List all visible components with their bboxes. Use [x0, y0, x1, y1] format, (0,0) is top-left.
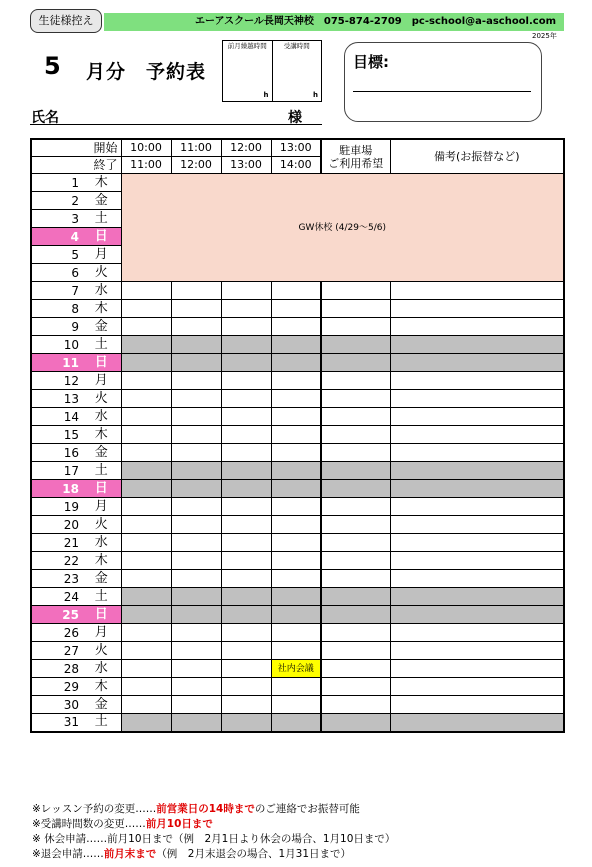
table-row	[31, 696, 564, 714]
day-number: 15	[31, 426, 82, 444]
slot-cell[interactable]	[221, 426, 271, 444]
name-label: 氏名	[31, 110, 59, 126]
parking-cell[interactable]	[321, 300, 390, 318]
slot-cell[interactable]	[171, 660, 221, 678]
parking-cell[interactable]	[321, 426, 390, 444]
parking-cell[interactable]	[321, 696, 390, 714]
slot-cell[interactable]	[171, 696, 221, 714]
remarks-cell[interactable]	[390, 444, 564, 462]
slot-cell[interactable]	[271, 300, 321, 318]
slot-cell[interactable]	[271, 624, 321, 642]
day-number: 22	[31, 552, 82, 570]
weekday: 日	[82, 480, 121, 498]
day-number: 18	[31, 480, 82, 498]
weekday: 木	[82, 300, 121, 318]
parking-cell[interactable]	[321, 282, 390, 300]
slot-cell	[271, 480, 321, 498]
course-hours-field[interactable]	[272, 41, 322, 101]
note-suspension: ※ 休会申請……前月10日まで（例 2月1日より休会の場合、1月10日まで）	[32, 833, 396, 845]
parking-cell	[321, 354, 390, 372]
table-row	[31, 588, 564, 606]
table-row	[31, 174, 564, 192]
slot-cell[interactable]	[271, 534, 321, 552]
remarks-cell[interactable]	[390, 498, 564, 516]
slot-cell[interactable]	[271, 390, 321, 408]
weekday: 水	[82, 408, 121, 426]
school-info-bar: エーアスクール長岡天神校 075-874-2709 pc-school@a-aschool.com	[104, 13, 564, 31]
table-row	[31, 336, 564, 354]
schedule-table	[30, 138, 565, 733]
slot-cell[interactable]	[271, 552, 321, 570]
slot-cell[interactable]	[221, 534, 271, 552]
parking-cell[interactable]	[321, 660, 390, 678]
day-number: 11	[31, 354, 82, 372]
parking-cell[interactable]	[321, 372, 390, 390]
slot-cell[interactable]	[121, 642, 171, 660]
goal-box[interactable]	[344, 42, 542, 122]
slot-cell	[271, 462, 321, 480]
slot-end: 14:00	[271, 157, 321, 174]
slot-cell	[171, 336, 221, 354]
remarks-cell[interactable]	[390, 678, 564, 696]
notes	[32, 802, 395, 862]
slot-cell[interactable]	[221, 660, 271, 678]
table-row	[31, 498, 564, 516]
slot-start: 11:00	[171, 139, 221, 157]
slot-cell	[221, 588, 271, 606]
weekday: 金	[82, 192, 121, 210]
day-number: 17	[31, 462, 82, 480]
slot-cell[interactable]	[271, 516, 321, 534]
slot-cell[interactable]	[171, 300, 221, 318]
remarks-cell[interactable]	[390, 516, 564, 534]
weekday: 土	[82, 462, 121, 480]
remarks-cell	[390, 336, 564, 354]
slot-cell[interactable]	[121, 552, 171, 570]
slot-cell[interactable]	[171, 426, 221, 444]
table-row	[31, 390, 564, 408]
slot-cell[interactable]	[271, 498, 321, 516]
weekday: 月	[82, 498, 121, 516]
table-row	[31, 408, 564, 426]
slot-cell[interactable]	[271, 444, 321, 462]
parking-cell[interactable]	[321, 642, 390, 660]
table-row	[31, 354, 564, 372]
slot-cell[interactable]	[121, 426, 171, 444]
slot-cell	[121, 714, 171, 732]
parking-cell[interactable]	[321, 570, 390, 588]
weekday: 土	[82, 714, 121, 732]
holiday-block: GW休校 (4/29～5/6)	[121, 174, 564, 282]
slot-cell[interactable]	[121, 498, 171, 516]
remarks-cell	[390, 588, 564, 606]
slot-start: 13:00	[271, 139, 321, 157]
weekday: 金	[82, 696, 121, 714]
day-number: 19	[31, 498, 82, 516]
slot-cell[interactable]	[221, 498, 271, 516]
slot-cell[interactable]	[171, 552, 221, 570]
slot-cell[interactable]	[221, 444, 271, 462]
slot-cell[interactable]	[221, 642, 271, 660]
table-row	[31, 534, 564, 552]
table-row	[31, 300, 564, 318]
parking-cell[interactable]	[321, 678, 390, 696]
slot-cell[interactable]	[121, 282, 171, 300]
day-number: 13	[31, 390, 82, 408]
slot-cell	[121, 354, 171, 372]
slot-cell[interactable]	[121, 660, 171, 678]
hours-box	[222, 40, 322, 102]
weekday: 木	[82, 174, 121, 192]
weekday: 火	[82, 516, 121, 534]
remarks-cell	[390, 480, 564, 498]
slot-cell	[121, 480, 171, 498]
day-number: 24	[31, 588, 82, 606]
remarks-cell[interactable]	[390, 696, 564, 714]
slot-cell[interactable]	[221, 408, 271, 426]
remarks-cell[interactable]	[390, 642, 564, 660]
parking-cell[interactable]	[321, 318, 390, 336]
remarks-cell[interactable]	[390, 390, 564, 408]
slot-cell	[271, 606, 321, 624]
weekday: 水	[82, 660, 121, 678]
parking-header-line2: ご利用希望	[328, 156, 384, 170]
slot-end: 12:00	[171, 157, 221, 174]
remarks-cell[interactable]	[390, 282, 564, 300]
parking-cell	[321, 714, 390, 732]
remarks-cell[interactable]	[390, 552, 564, 570]
parking-cell[interactable]	[321, 624, 390, 642]
remarks-cell	[390, 354, 564, 372]
title-month: 5	[44, 52, 61, 80]
slot-end: 13:00	[221, 157, 271, 174]
slot-cell	[271, 588, 321, 606]
slot-cell	[171, 354, 221, 372]
slot-cell	[171, 588, 221, 606]
parking-cell	[321, 588, 390, 606]
slot-cell[interactable]	[221, 300, 271, 318]
weekday: 日	[82, 354, 121, 372]
table-row	[31, 318, 564, 336]
table-row	[31, 516, 564, 534]
slot-cell	[221, 336, 271, 354]
weekday: 月	[82, 624, 121, 642]
parking-cell[interactable]	[321, 444, 390, 462]
slot-cell[interactable]	[271, 282, 321, 300]
day-number: 12	[31, 372, 82, 390]
slot-cell[interactable]	[271, 570, 321, 588]
parking-cell[interactable]	[321, 390, 390, 408]
weekday: 木	[82, 552, 121, 570]
parking-cell	[321, 462, 390, 480]
slot-cell	[171, 462, 221, 480]
prev-hours-unit: h	[263, 91, 269, 99]
slot-cell[interactable]	[171, 498, 221, 516]
weekday: 水	[82, 282, 121, 300]
parking-cell[interactable]	[321, 516, 390, 534]
slot-cell	[221, 480, 271, 498]
sama-label: 様	[288, 110, 302, 126]
slot-end: 11:00	[121, 157, 171, 174]
prev-hours-label: 前月繰越時間	[227, 42, 267, 50]
end-header: 終了	[31, 157, 121, 174]
goal-line	[353, 91, 531, 92]
slot-cell[interactable]	[221, 552, 271, 570]
table-row	[31, 570, 564, 588]
remarks-cell	[390, 714, 564, 732]
slot-cell[interactable]	[221, 678, 271, 696]
day-number: 9	[31, 318, 82, 336]
table-row	[31, 552, 564, 570]
slot-cell	[171, 714, 221, 732]
parking-cell	[321, 480, 390, 498]
slot-cell[interactable]	[171, 570, 221, 588]
slot-cell[interactable]	[271, 372, 321, 390]
table-row	[31, 372, 564, 390]
slot-cell[interactable]	[121, 534, 171, 552]
course-hours-unit: h	[313, 91, 318, 99]
note-hours-change: ※受講時間数の変更……前月10日まで	[32, 818, 213, 830]
slot-cell[interactable]	[121, 300, 171, 318]
slot-cell[interactable]	[221, 516, 271, 534]
slot-cell[interactable]	[171, 642, 221, 660]
slot-cell[interactable]	[221, 282, 271, 300]
remarks-cell[interactable]	[390, 570, 564, 588]
day-number: 5	[31, 246, 82, 264]
slot-cell[interactable]	[221, 570, 271, 588]
day-number: 3	[31, 210, 82, 228]
slot-cell[interactable]	[171, 372, 221, 390]
slot-cell[interactable]	[121, 678, 171, 696]
weekday: 水	[82, 534, 121, 552]
day-number: 10	[31, 336, 82, 354]
slot-cell[interactable]	[121, 408, 171, 426]
remarks-cell	[390, 606, 564, 624]
slot-cell	[121, 336, 171, 354]
slot-cell[interactable]	[221, 372, 271, 390]
slot-cell[interactable]	[171, 390, 221, 408]
day-number: 31	[31, 714, 82, 732]
day-number: 2	[31, 192, 82, 210]
table-row	[31, 678, 564, 696]
day-number: 16	[31, 444, 82, 462]
slot-cell[interactable]	[171, 516, 221, 534]
weekday: 金	[82, 444, 121, 462]
slot-cell	[221, 714, 271, 732]
slot-cell[interactable]	[121, 318, 171, 336]
slot-cell[interactable]	[121, 372, 171, 390]
table-row	[31, 426, 564, 444]
day-number: 20	[31, 516, 82, 534]
parking-header	[321, 139, 390, 174]
goal-label: 目標:	[353, 53, 389, 71]
day-number: 27	[31, 642, 82, 660]
slot-cell	[221, 606, 271, 624]
remarks-cell[interactable]	[390, 660, 564, 678]
parking-cell[interactable]	[321, 534, 390, 552]
slot-cell[interactable]	[271, 426, 321, 444]
slot-cell[interactable]	[221, 696, 271, 714]
parking-header-line1: 駐車場	[339, 143, 373, 157]
remarks-cell[interactable]	[390, 408, 564, 426]
slot-cell	[271, 714, 321, 732]
day-number: 21	[31, 534, 82, 552]
note-lesson-change: ※レッスン予約の変更……前営業日の14時までのご連絡でお振替可能	[32, 803, 360, 815]
weekday: 日	[82, 228, 121, 246]
slot-cell[interactable]	[121, 696, 171, 714]
parking-cell[interactable]	[321, 408, 390, 426]
parking-cell	[321, 336, 390, 354]
remarks-cell[interactable]	[390, 372, 564, 390]
slot-cell[interactable]	[271, 642, 321, 660]
slot-cell	[271, 336, 321, 354]
slot-cell	[271, 354, 321, 372]
remarks-cell[interactable]	[390, 300, 564, 318]
weekday: 月	[82, 372, 121, 390]
weekday: 土	[82, 336, 121, 354]
weekday: 土	[82, 210, 121, 228]
event-cell: 社内会議	[271, 660, 321, 678]
slot-cell[interactable]	[271, 678, 321, 696]
day-number: 1	[31, 174, 82, 192]
slot-cell[interactable]	[121, 516, 171, 534]
table-row	[31, 462, 564, 480]
note-withdrawal: ※退会申請……前月末まで（例 2月末退会の場合、1月31日まで）	[32, 848, 352, 860]
day-number: 14	[31, 408, 82, 426]
slot-cell[interactable]	[121, 390, 171, 408]
name-field[interactable]	[30, 124, 322, 125]
slot-cell[interactable]	[221, 318, 271, 336]
table-row	[31, 624, 564, 642]
table-row	[31, 480, 564, 498]
weekday: 金	[82, 570, 121, 588]
table-row	[31, 444, 564, 462]
day-number: 29	[31, 678, 82, 696]
weekday: 土	[82, 588, 121, 606]
parking-cell[interactable]	[321, 552, 390, 570]
remarks-cell[interactable]	[390, 534, 564, 552]
day-number: 23	[31, 570, 82, 588]
slot-cell	[171, 606, 221, 624]
slot-cell[interactable]	[221, 624, 271, 642]
day-number: 25	[31, 606, 82, 624]
slot-cell	[121, 606, 171, 624]
slot-start: 12:00	[221, 139, 271, 157]
day-number: 7	[31, 282, 82, 300]
day-number: 28	[31, 660, 82, 678]
weekday: 火	[82, 264, 121, 282]
slot-start: 10:00	[121, 139, 171, 157]
slot-cell[interactable]	[271, 696, 321, 714]
slot-cell[interactable]	[271, 318, 321, 336]
remarks-cell[interactable]	[390, 426, 564, 444]
start-header: 開始	[31, 139, 121, 157]
slot-cell	[221, 354, 271, 372]
slot-cell[interactable]	[121, 444, 171, 462]
course-hours-label: 受講時間	[283, 42, 310, 50]
weekday: 火	[82, 642, 121, 660]
remarks-cell[interactable]	[390, 624, 564, 642]
slot-cell[interactable]	[221, 390, 271, 408]
remarks-cell[interactable]	[390, 318, 564, 336]
table-row	[31, 606, 564, 624]
slot-cell[interactable]	[171, 282, 221, 300]
remarks-cell	[390, 462, 564, 480]
day-number: 4	[31, 228, 82, 246]
slot-cell	[171, 480, 221, 498]
weekday: 金	[82, 318, 121, 336]
slot-cell[interactable]	[171, 318, 221, 336]
table-row	[31, 282, 564, 300]
weekday: 木	[82, 678, 121, 696]
weekday: 月	[82, 246, 121, 264]
day-number: 8	[31, 300, 82, 318]
copy-tag: 生徒様控え	[30, 9, 102, 33]
parking-cell	[321, 606, 390, 624]
prev-hours-field[interactable]	[223, 41, 272, 101]
slot-cell[interactable]	[171, 678, 221, 696]
slot-cell[interactable]	[121, 624, 171, 642]
table-row	[31, 660, 564, 678]
weekday: 火	[82, 390, 121, 408]
table-row	[31, 714, 564, 732]
slot-cell[interactable]	[271, 408, 321, 426]
slot-cell	[121, 462, 171, 480]
year-label: 2025年	[532, 32, 557, 40]
slot-cell	[221, 462, 271, 480]
slot-cell[interactable]	[171, 444, 221, 462]
day-number: 6	[31, 264, 82, 282]
slot-cell	[121, 588, 171, 606]
slot-cell[interactable]	[171, 534, 221, 552]
slot-cell[interactable]	[121, 570, 171, 588]
page-title: 月分 予約表	[86, 61, 207, 83]
slot-cell[interactable]	[171, 408, 221, 426]
weekday: 木	[82, 426, 121, 444]
day-number: 30	[31, 696, 82, 714]
table-row	[31, 642, 564, 660]
day-number: 26	[31, 624, 82, 642]
slot-cell[interactable]	[171, 624, 221, 642]
weekday: 日	[82, 606, 121, 624]
remarks-header: 備考(お振替など)	[390, 139, 564, 174]
parking-cell[interactable]	[321, 498, 390, 516]
